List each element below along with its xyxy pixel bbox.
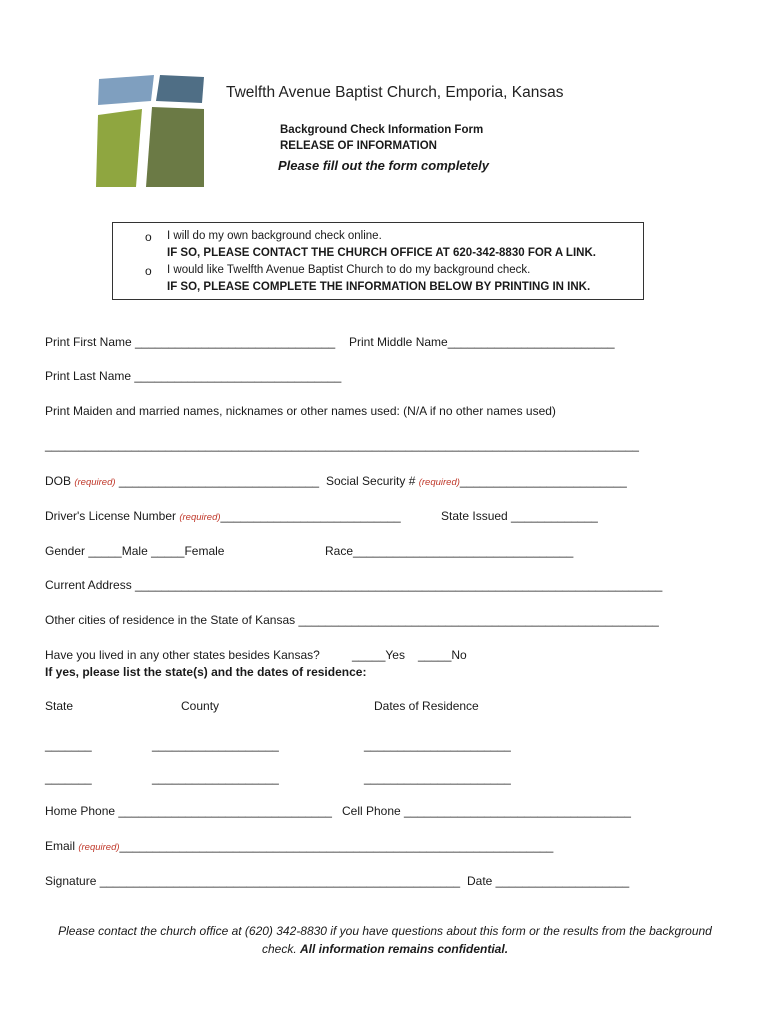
form-instruction: Please fill out the form completely [278, 158, 489, 173]
logo-block-olive [146, 107, 204, 187]
date-field[interactable]: Date ____________________ [467, 874, 630, 888]
other-states-yes[interactable]: _____Yes [352, 648, 405, 662]
footer-confidential: All information remains confidential. [300, 942, 509, 956]
residence-1-dates[interactable]: ______________________ [364, 738, 511, 752]
cell-phone-field[interactable]: Cell Phone __________________________________ [342, 804, 631, 818]
email-line[interactable]: _________________________________________________________________ [119, 839, 554, 853]
col-header-dates: Dates of Residence [374, 699, 479, 713]
other-cities-field[interactable]: Other cities of residence in the State of Kansas ______________________________________________________ [45, 613, 659, 627]
dob-field[interactable] [45, 474, 319, 488]
dl-required: (required) [179, 512, 221, 523]
email-label: Email [45, 839, 76, 853]
footer-note [40, 922, 730, 958]
first-name-field[interactable]: Print First Name ______________________________ [45, 335, 336, 349]
current-address-field[interactable]: Current Address _______________________________________________________________________________ [45, 578, 663, 592]
form-title: Background Check Information Form [280, 124, 484, 136]
col-header-county: County [181, 699, 220, 713]
dob-line[interactable]: ______________________________ [118, 474, 320, 488]
option-1-text: I will do my own background check online. [167, 230, 382, 242]
race-field[interactable]: Race_________________________________ [325, 544, 574, 558]
residence-2-dates[interactable]: ______________________ [364, 771, 511, 785]
logo-block-blue [98, 75, 154, 105]
ssn-line[interactable]: _________________________ [459, 474, 627, 488]
email-required: (required) [78, 842, 120, 853]
option-1-note: IF SO, PLEASE CONTACT THE CHURCH OFFICE AT 620-342-8830 FOR A LINK. [167, 247, 596, 259]
church-logo [96, 75, 204, 187]
option-2-note: IF SO, PLEASE COMPLETE THE INFORMATION BELOW BY PRINTING IN INK. [167, 281, 591, 293]
drivers-license-field[interactable] [45, 509, 401, 523]
form-subtitle: RELEASE OF INFORMATION [280, 140, 437, 152]
state-issued-field[interactable]: State Issued _____________ [441, 509, 598, 523]
church-title: Twelfth Avenue Baptist Church, Emporia, Kansas [226, 84, 564, 101]
ssn-field[interactable] [326, 474, 627, 488]
other-names-field[interactable]: _________________________________________________________________________________________ [45, 438, 639, 452]
other-states-no[interactable]: _____No [418, 648, 467, 662]
logo-block-slate [156, 75, 204, 103]
option-2-text: I would like Twelfth Avenue Baptist Church to do my background check. [167, 264, 531, 276]
middle-name-field[interactable]: Print Middle Name_________________________ [349, 335, 615, 349]
list-states-instruction: If yes, please list the state(s) and the dates of residence: [45, 665, 367, 679]
residence-1-county[interactable]: ___________________ [152, 738, 279, 752]
dob-label: DOB [45, 474, 72, 488]
residence-2-county[interactable]: ___________________ [152, 771, 279, 785]
email-field[interactable] [45, 839, 553, 853]
other-names-label: Print Maiden and married names, nicknames or other names used: (N/A if no other names used) [45, 404, 556, 418]
ssn-required: (required) [418, 477, 460, 488]
residence-1-state[interactable]: _______ [45, 738, 92, 752]
options-box [112, 222, 644, 300]
ssn-label: Social Security # [326, 474, 416, 488]
residence-2-state[interactable]: _______ [45, 771, 92, 785]
footer-text: Please contact the church office at (620) 342-8830 if you have questions about this form or the results from the background check. [58, 924, 712, 956]
gender-field[interactable]: Gender _____Male _____Female [45, 544, 225, 558]
dl-label: Driver's License Number [45, 509, 176, 523]
option-2-radio[interactable]: o [145, 264, 152, 278]
dl-line[interactable]: ___________________________ [220, 509, 401, 523]
dob-required: (required) [74, 477, 116, 488]
signature-field[interactable]: Signature ______________________________________________________ [45, 874, 461, 888]
logo-block-green [96, 109, 142, 187]
last-name-field[interactable]: Print Last Name _______________________________ [45, 369, 342, 383]
col-header-state: State [45, 699, 74, 713]
home-phone-field[interactable]: Home Phone ________________________________ [45, 804, 332, 818]
other-states-question: Have you lived in any other states besides Kansas? [45, 648, 320, 662]
option-1-radio[interactable]: o [145, 230, 152, 244]
